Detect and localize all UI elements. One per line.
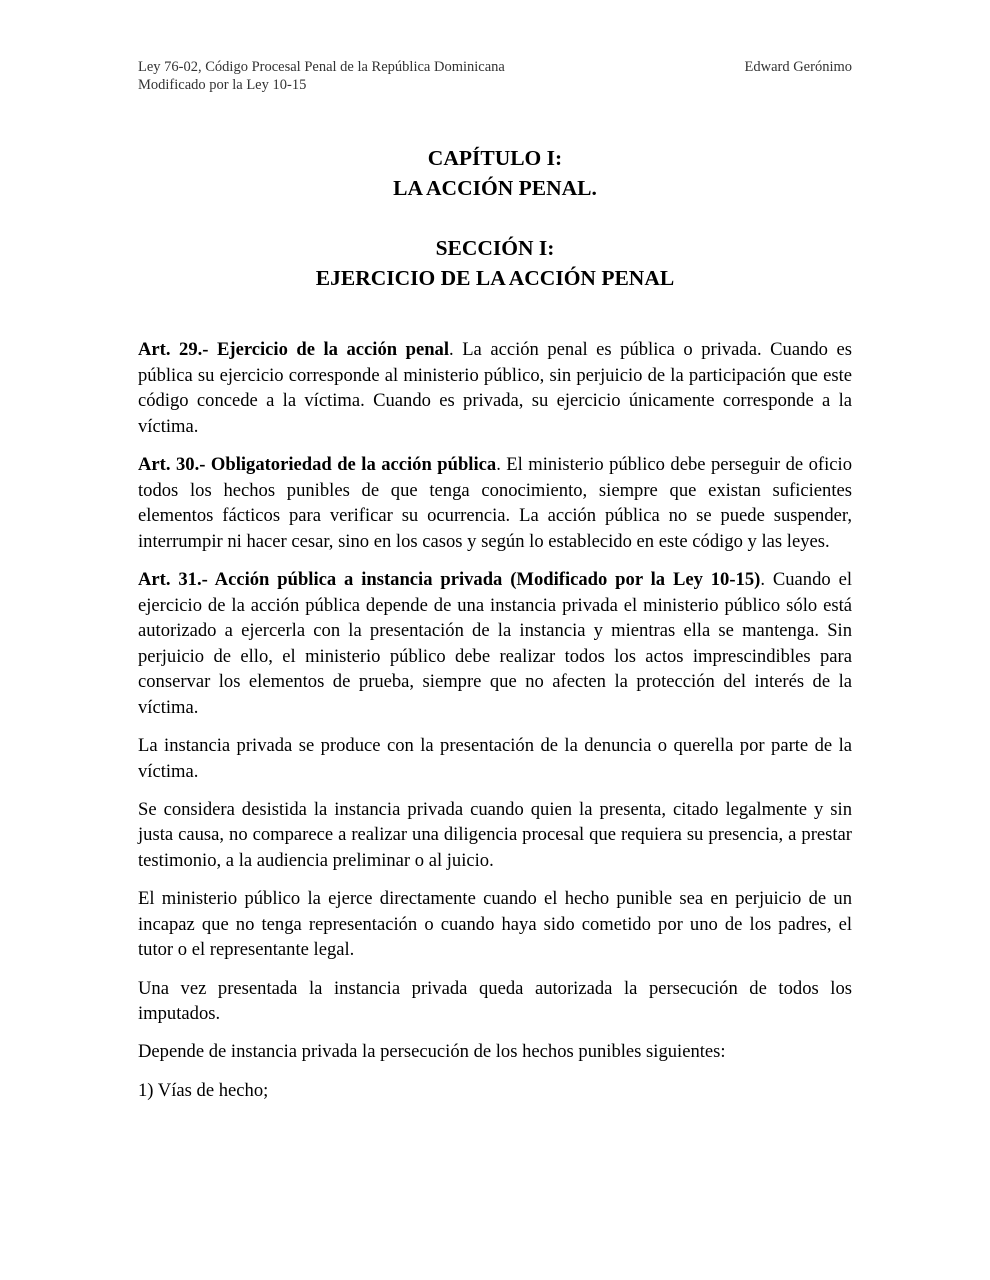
page-header <box>138 58 852 94</box>
list-item-1: 1) Vías de hecho; <box>138 1079 269 1101</box>
header-subtitle: Modificado por la Ley 10-15 <box>138 77 307 93</box>
section-title: EJERCICIO DE LA ACCIÓN PENAL <box>315 266 675 290</box>
paragraph-instancia-privada: La instancia privada se produce con la presentación de la denuncia o querella por parte de la víctima. <box>138 735 852 782</box>
article-29 <box>138 337 852 439</box>
paragraph-list-intro: Depende de instancia privada la persecución de los hechos punibles siguientes: <box>138 1041 726 1063</box>
paragraph-desistida: Se considera desistida la instancia privada cuando quien la presenta, citado legalmente y sin justa causa, no comparece a realizar una diligencia procesal que requiera su presencia, a prestar testimonio, a la audiencia preliminar o al juicio. <box>138 798 852 872</box>
section-number: SECCIÓN I: <box>435 236 555 260</box>
article-30-text: . El ministerio público debe perseguir de oficio todos los hechos punibles de que tenga conocimiento, siempre que existan suficientes elementos fácticos para verificar su ocurrencia. La acción pública no se puede suspender, interrumpir ni hacer cesar, sino en los casos y según lo establecido en este código y las leyes. <box>138 453 852 552</box>
header-author: Edward Gerónimo <box>744 59 852 75</box>
article-31 <box>138 567 852 721</box>
article-31-heading: Art. 31.- Acción pública a instancia privada (Modificado por la Ley 10-15) <box>138 568 761 590</box>
heading-spacer <box>138 203 852 233</box>
header-title: Ley 76-02, Código Procesal Penal de la República Dominicana <box>138 59 505 75</box>
article-30-heading: Art. 30.- Obligatoriedad de la acción pública <box>138 453 497 475</box>
document-body <box>138 337 852 1116</box>
chapter-title: LA ACCIÓN PENAL. <box>393 176 597 200</box>
article-30 <box>138 452 852 554</box>
paragraph-ministerio-publico: El ministerio público la ejerce directamente cuando el hecho punible sea en perjuicio de un incapaz que no tenga representación o cuando haya sido cometido por uno de los padres, el tutor o el representante legal. <box>138 888 852 961</box>
article-29-heading: Art. 29.- Ejercicio de la acción penal <box>138 339 450 360</box>
paragraph-persecucion: Una vez presentada la instancia privada queda autorizada la persecución de todos los imputados. <box>138 977 852 1025</box>
headings-block <box>138 143 852 293</box>
article-31-text: . Cuando el ejercicio de la acción pública depende de una instancia privada el ministerio público sólo está autorizado a ejercerla con la presentación de la instancia y mientras ella se mantenga. Sin perjuicio de ello, el ministerio público debe realizar todos los actos imprescindibles para conservar los elementos de prueba, siempre que no afecten la protección del interés de la víctima. <box>138 568 852 718</box>
chapter-number: CAPÍTULO I: <box>427 146 563 170</box>
header-row <box>138 58 852 76</box>
article-29-text: . La acción penal es pública o privada. Cuando es pública su ejercicio corresponde al ministerio público, sin perjuicio de la participación que este código concede a la víctima. Cuando es privada, su ejercicio únicamente corresponde a la víctima. <box>138 339 852 437</box>
